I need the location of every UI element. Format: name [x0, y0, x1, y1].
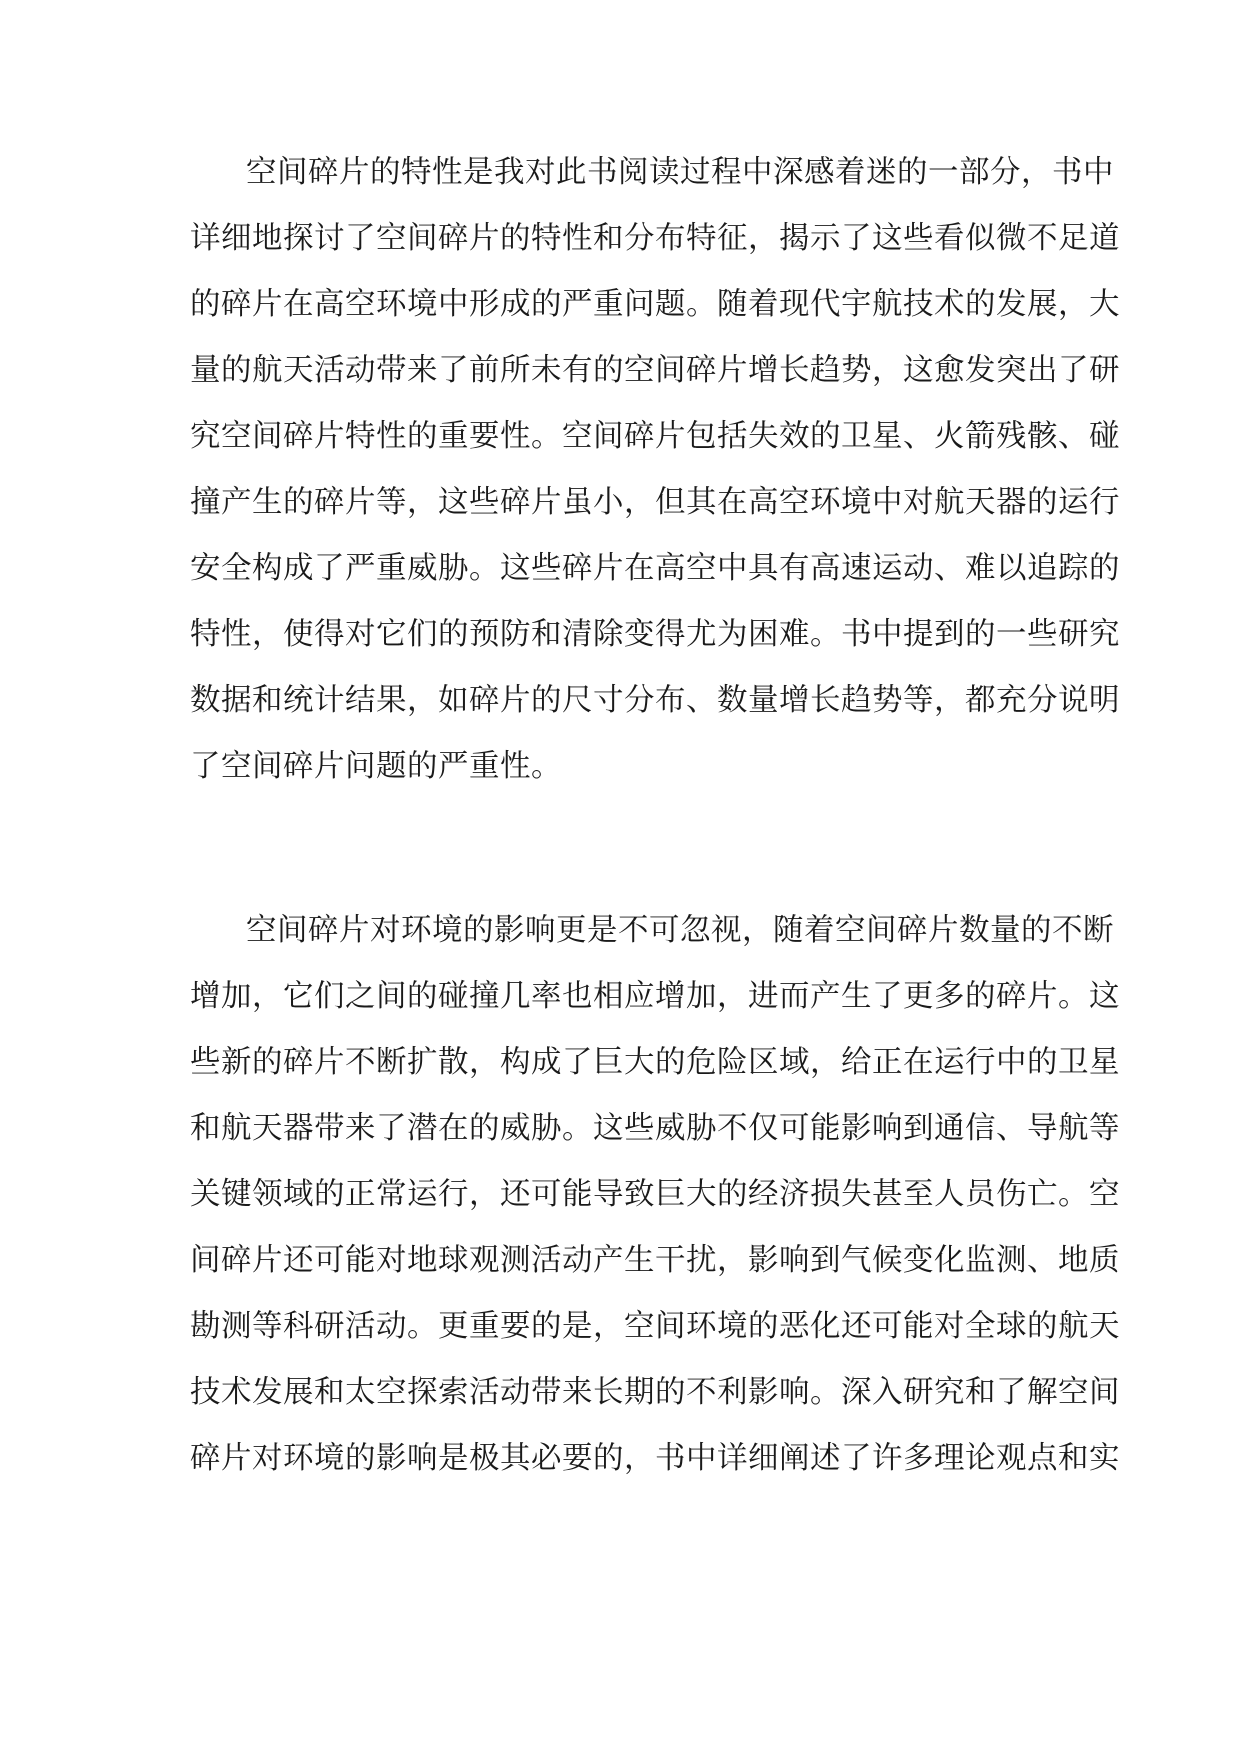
text-line: 空间碎片的特性是我对此书阅读过程中深感着迷的一部分，书中 [246, 155, 1114, 190]
text-line: 了空间碎片问题的严重性。 [190, 749, 562, 784]
text-line: 究空间碎片特性的重要性。空间碎片包括失效的卫星、火箭残骸、碰 [190, 419, 1120, 454]
text-line: 特性，使得对它们的预防和清除变得尤为困难。书中提到的一些研究 [190, 617, 1120, 652]
text-line: 关键领域的正常运行，还可能导致巨大的经济损失甚至人员伤亡。空 [190, 1177, 1120, 1212]
text-line: 量的航天活动带来了前所未有的空间碎片增长趋势，这愈发突出了研 [190, 353, 1120, 388]
text-line: 撞产生的碎片等，这些碎片虽小，但其在高空环境中对航天器的运行 [190, 485, 1120, 520]
text-line: 技术发展和太空探索活动带来长期的不利影响。深入研究和了解空间 [190, 1375, 1120, 1410]
text-line: 的碎片在高空环境中形成的严重问题。随着现代宇航技术的发展，大 [190, 287, 1120, 322]
text-line: 详细地探讨了空间碎片的特性和分布特征，揭示了这些看似微不足道 [190, 221, 1120, 256]
text-line: 碎片对环境的影响是极其必要的，书中详细阐述了许多理论观点和实 [190, 1441, 1120, 1476]
text-line: 空间碎片对环境的影响更是不可忽视，随着空间碎片数量的不断 [246, 913, 1114, 948]
text-line: 间碎片还可能对地球观测活动产生干扰，影响到气候变化监测、地质 [190, 1243, 1120, 1278]
text-line: 些新的碎片不断扩散，构成了巨大的危险区域，给正在运行中的卫星 [190, 1045, 1120, 1080]
paragraph-space-debris-characteristics [190, 140, 1120, 800]
text-line: 数据和统计结果，如碎片的尺寸分布、数量增长趋势等，都充分说明 [190, 683, 1120, 718]
text-line: 安全构成了严重威胁。这些碎片在高空中具有高速运动、难以追踪的 [190, 551, 1120, 586]
text-line: 勘测等科研活动。更重要的是，空间环境的恶化还可能对全球的航天 [190, 1309, 1120, 1344]
paragraph-environmental-impact [190, 898, 1120, 1492]
text-line: 增加，它们之间的碰撞几率也相应增加，进而产生了更多的碎片。这 [190, 979, 1120, 1014]
text-line: 和航天器带来了潜在的威胁。这些威胁不仅可能影响到通信、导航等 [190, 1111, 1120, 1146]
